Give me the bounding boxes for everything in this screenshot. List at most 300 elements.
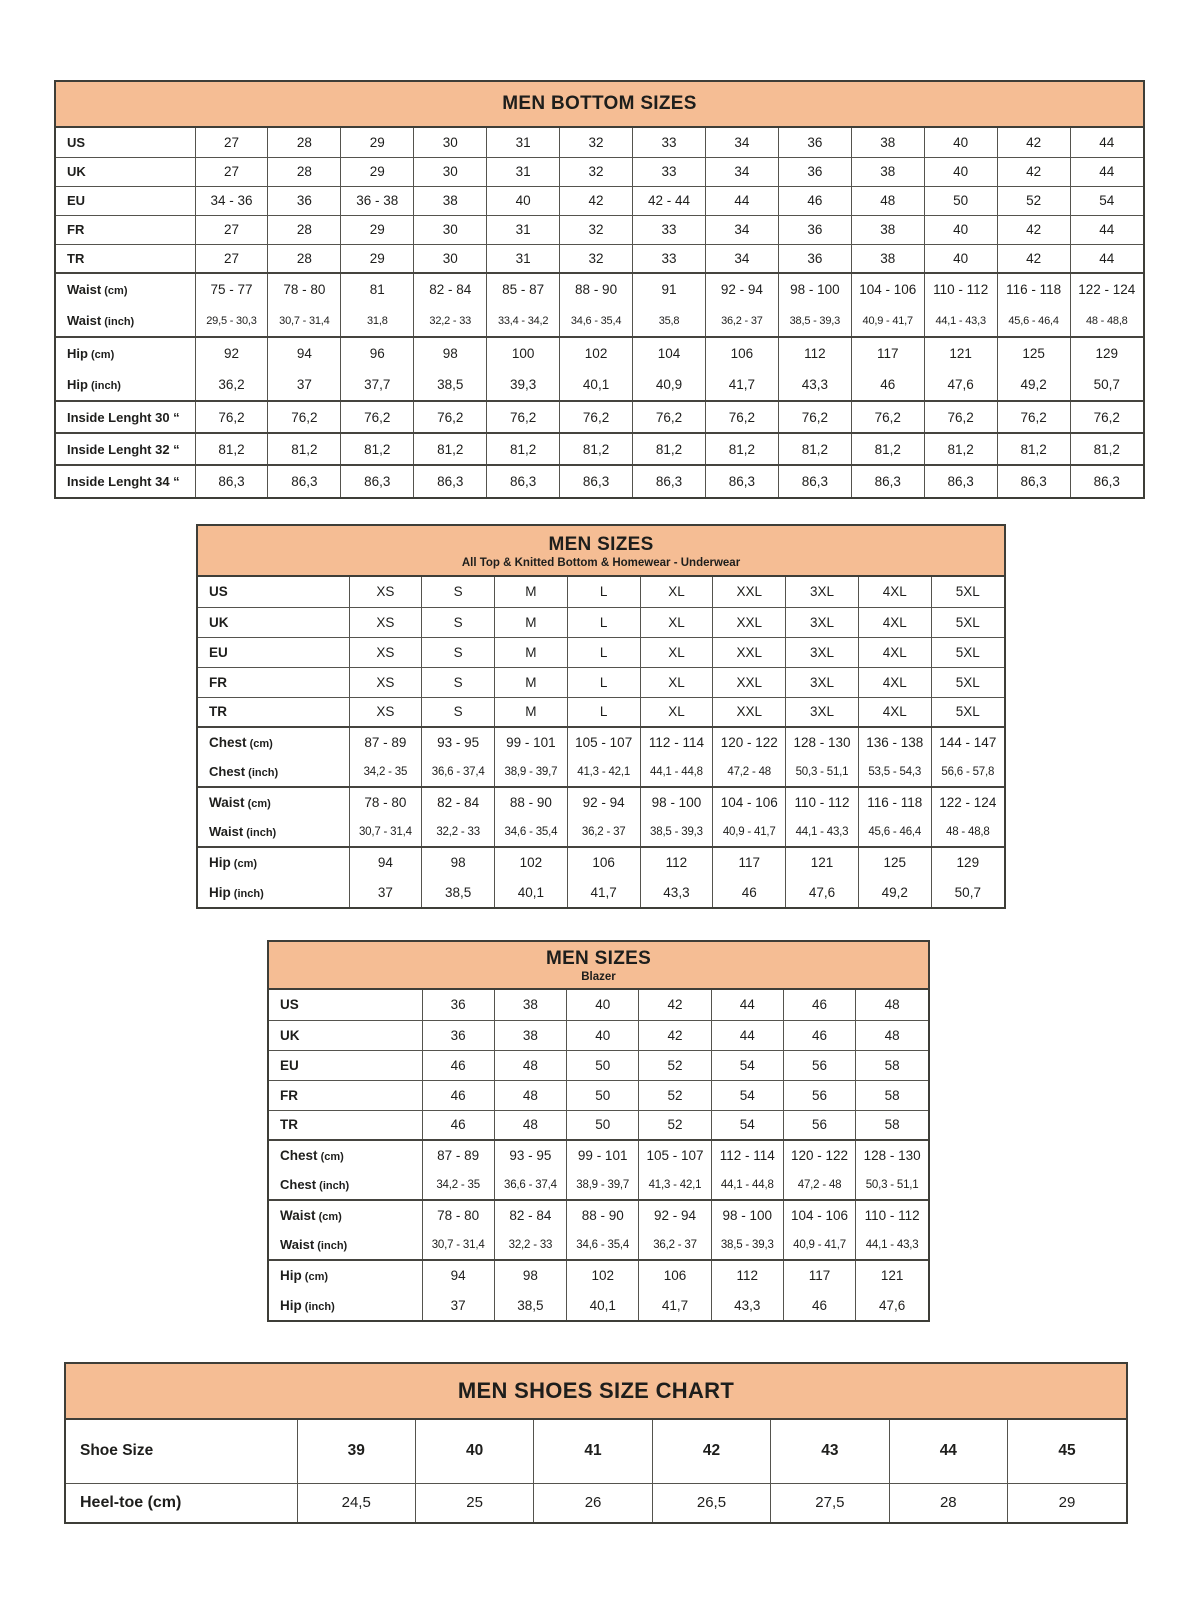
row-label-text: FR bbox=[67, 222, 85, 237]
row-label-text: EU bbox=[209, 644, 228, 660]
size-cell: 41,3 - 42,1 bbox=[567, 757, 640, 787]
size-cell: 75 - 77 bbox=[195, 273, 268, 305]
size-cell: 102 bbox=[495, 847, 568, 877]
row-label-unit: (cm) bbox=[246, 738, 273, 750]
size-cell: 44 bbox=[1070, 157, 1143, 186]
size-cell: 28 bbox=[268, 244, 341, 273]
size-cell: 26 bbox=[534, 1483, 652, 1522]
size-cell: 81,2 bbox=[705, 433, 778, 465]
row-label-text: US bbox=[67, 134, 86, 150]
size-cell: 81,2 bbox=[341, 433, 414, 465]
size-cell: 112 - 114 bbox=[711, 1140, 783, 1170]
row-label-unit: (cm) bbox=[230, 858, 258, 870]
size-cell: XXL bbox=[713, 577, 786, 607]
size-cell: 5XL bbox=[931, 637, 1004, 667]
size-cell: M bbox=[495, 637, 568, 667]
size-cell: 54 bbox=[711, 1050, 783, 1080]
size-cell: 122 - 124 bbox=[931, 787, 1004, 817]
table-row bbox=[198, 577, 1004, 607]
size-cell: 50,7 bbox=[931, 877, 1004, 907]
size-cell: 110 - 112 bbox=[786, 787, 859, 817]
size-cell: 121 bbox=[786, 847, 859, 877]
size-cell: 4XL bbox=[858, 637, 931, 667]
size-cell: 81,2 bbox=[560, 433, 633, 465]
row-label bbox=[56, 157, 195, 186]
size-cell: 3XL bbox=[786, 607, 859, 637]
size-cell: 102 bbox=[560, 337, 633, 369]
size-cell: S bbox=[422, 697, 495, 727]
size-cell: XXL bbox=[713, 667, 786, 697]
size-cell: 136 - 138 bbox=[858, 727, 931, 757]
size-cell: 76,2 bbox=[268, 401, 341, 433]
size-cell: 88 - 90 bbox=[567, 1200, 639, 1230]
size-cell: 98 - 100 bbox=[640, 787, 713, 817]
size-cell: XXL bbox=[713, 637, 786, 667]
size-cell: 34 bbox=[705, 128, 778, 157]
size-cell: 34 - 36 bbox=[195, 186, 268, 215]
size-cell: 105 - 107 bbox=[639, 1140, 711, 1170]
size-cell: 41,7 bbox=[567, 877, 640, 907]
size-cell: 45,6 - 46,4 bbox=[858, 817, 931, 847]
row-label bbox=[269, 1260, 422, 1290]
row-label bbox=[198, 877, 349, 907]
row-label bbox=[198, 577, 349, 607]
size-cell: 47,2 - 48 bbox=[783, 1170, 855, 1200]
size-cell: 34 bbox=[705, 215, 778, 244]
size-cell: 3XL bbox=[786, 667, 859, 697]
size-cell: 98 bbox=[422, 847, 495, 877]
size-cell: 36 bbox=[778, 128, 851, 157]
size-cell: 40,9 - 41,7 bbox=[851, 305, 924, 337]
size-cell: 30,7 - 31,4 bbox=[268, 305, 341, 337]
size-cell: 4XL bbox=[858, 697, 931, 727]
men-sizes-blazer-header bbox=[269, 942, 928, 990]
row-label bbox=[269, 1110, 422, 1140]
size-cell: 76,2 bbox=[487, 401, 560, 433]
size-cell: 87 - 89 bbox=[422, 1140, 494, 1170]
size-cell: 106 bbox=[639, 1260, 711, 1290]
size-cell: 116 - 118 bbox=[997, 273, 1070, 305]
table-row bbox=[269, 1020, 928, 1050]
row-label bbox=[269, 1080, 422, 1110]
size-cell: 33 bbox=[633, 215, 706, 244]
row-label-unit: (cm) bbox=[301, 1271, 329, 1283]
size-cell: 32 bbox=[560, 157, 633, 186]
row-label bbox=[269, 1140, 422, 1170]
men-bottom-sizes-table bbox=[54, 80, 1145, 499]
size-cell: 44 bbox=[711, 1020, 783, 1050]
size-cell: 78 - 80 bbox=[349, 787, 422, 817]
size-cell: 128 - 130 bbox=[786, 727, 859, 757]
size-cell: XS bbox=[349, 607, 422, 637]
size-cell: 56 bbox=[783, 1080, 855, 1110]
size-cell: 46 bbox=[422, 1110, 494, 1140]
size-cell: 76,2 bbox=[633, 401, 706, 433]
size-cell: 38,5 bbox=[414, 369, 487, 401]
size-cell: 81,2 bbox=[195, 433, 268, 465]
size-cell: 99 - 101 bbox=[495, 727, 568, 757]
size-cell: 129 bbox=[931, 847, 1004, 877]
size-cell: 88 - 90 bbox=[495, 787, 568, 817]
size-cell: 42 bbox=[997, 244, 1070, 273]
row-label bbox=[269, 1050, 422, 1080]
table-row bbox=[66, 1420, 1126, 1483]
size-cell: XL bbox=[640, 667, 713, 697]
size-cell: 38,5 - 39,3 bbox=[640, 817, 713, 847]
size-cell: 46 bbox=[778, 186, 851, 215]
row-label-text: TR bbox=[67, 250, 85, 266]
size-cell: 86,3 bbox=[924, 465, 997, 497]
row-label-text: Heel-toe (cm) bbox=[80, 1493, 182, 1511]
size-cell: 5XL bbox=[931, 607, 1004, 637]
size-cell: 42 bbox=[639, 1020, 711, 1050]
size-cell: 112 bbox=[640, 847, 713, 877]
row-label-text: Inside Lenght 32 “ bbox=[67, 441, 180, 457]
row-label-text: Hip bbox=[67, 346, 88, 361]
row-label-text: Waist bbox=[209, 795, 245, 810]
size-cell: 87 - 89 bbox=[349, 727, 422, 757]
row-label bbox=[56, 433, 195, 465]
size-cell: 54 bbox=[1070, 186, 1143, 215]
size-cell: 46 bbox=[713, 877, 786, 907]
row-label-text: Inside Lenght 30 “ bbox=[67, 409, 180, 425]
size-cell: 30 bbox=[414, 244, 487, 273]
row-label bbox=[269, 1020, 422, 1050]
size-cell: 30 bbox=[414, 157, 487, 186]
row-label-unit: (inch) bbox=[243, 827, 277, 839]
size-cell: 91 bbox=[633, 273, 706, 305]
size-cell: 4XL bbox=[858, 667, 931, 697]
row-label-text: Hip bbox=[280, 1297, 302, 1313]
size-cell: 28 bbox=[889, 1483, 1007, 1522]
size-cell: 31 bbox=[487, 215, 560, 244]
table-row bbox=[56, 128, 1143, 157]
row-label-unit: (inch) bbox=[101, 316, 135, 328]
size-cell: 112 bbox=[778, 337, 851, 369]
size-cell: 44 bbox=[705, 186, 778, 215]
size-cell: 5XL bbox=[931, 577, 1004, 607]
table-row bbox=[269, 990, 928, 1020]
size-cell: 44,1 - 43,3 bbox=[786, 817, 859, 847]
size-cell: 50 bbox=[567, 1050, 639, 1080]
size-cell: 58 bbox=[856, 1080, 928, 1110]
size-cell: 27 bbox=[195, 128, 268, 157]
size-cell: 81,2 bbox=[487, 433, 560, 465]
size-cell: 42 bbox=[997, 215, 1070, 244]
size-cell: 42 bbox=[652, 1420, 770, 1483]
size-cell: 40 bbox=[567, 990, 639, 1020]
size-cell: 44 bbox=[889, 1420, 1007, 1483]
size-cell: 28 bbox=[268, 215, 341, 244]
table-row bbox=[198, 757, 1004, 787]
size-cell: 117 bbox=[783, 1260, 855, 1290]
size-cell: M bbox=[495, 607, 568, 637]
table-row bbox=[66, 1483, 1126, 1522]
row-label-unit: (cm) bbox=[87, 349, 115, 361]
size-cell: 86,3 bbox=[705, 465, 778, 497]
row-label bbox=[269, 990, 422, 1020]
row-label bbox=[56, 215, 195, 244]
size-cell: 46 bbox=[422, 1050, 494, 1080]
row-label-unit: (cm) bbox=[317, 1151, 344, 1163]
size-cell: 44,1 - 44,8 bbox=[640, 757, 713, 787]
size-cell: 25 bbox=[415, 1483, 533, 1522]
row-label-text: UK bbox=[67, 164, 86, 179]
size-cell: 88 - 90 bbox=[560, 273, 633, 305]
row-label-text: Waist bbox=[209, 824, 244, 839]
table-row bbox=[56, 433, 1143, 465]
row-label-unit: (cm) bbox=[315, 1211, 342, 1223]
size-cell: L bbox=[567, 577, 640, 607]
size-cell: 29 bbox=[341, 244, 414, 273]
size-cell: S bbox=[422, 637, 495, 667]
size-cell: 58 bbox=[856, 1050, 928, 1080]
row-label-unit: (inch) bbox=[316, 1180, 350, 1192]
size-cell: 38 bbox=[494, 990, 566, 1020]
size-cell: 93 - 95 bbox=[422, 727, 495, 757]
size-cell: 43,3 bbox=[640, 877, 713, 907]
row-label bbox=[56, 273, 195, 305]
size-cell: 86,3 bbox=[851, 465, 924, 497]
size-cell: 76,2 bbox=[705, 401, 778, 433]
size-cell: 125 bbox=[858, 847, 931, 877]
size-cell: 39 bbox=[297, 1420, 415, 1483]
size-cell: 76,2 bbox=[341, 401, 414, 433]
size-cell: 50 bbox=[924, 186, 997, 215]
size-cell: XS bbox=[349, 697, 422, 727]
size-cell: 30 bbox=[414, 128, 487, 157]
size-cell: 92 bbox=[195, 337, 268, 369]
size-cell: 86,3 bbox=[341, 465, 414, 497]
size-cell: 40 bbox=[487, 186, 560, 215]
size-cell: XS bbox=[349, 667, 422, 697]
size-cell: 37 bbox=[349, 877, 422, 907]
size-cell: 27 bbox=[195, 157, 268, 186]
men-shoes-size-chart-header bbox=[66, 1364, 1126, 1420]
row-label-unit: (cm) bbox=[244, 798, 271, 810]
size-cell: 94 bbox=[422, 1260, 494, 1290]
table-title: MEN BOTTOM SIZES bbox=[502, 93, 697, 114]
size-cell: 5XL bbox=[931, 697, 1004, 727]
size-cell: 42 bbox=[639, 990, 711, 1020]
size-cell: 31 bbox=[487, 244, 560, 273]
size-cell: 48 bbox=[494, 1080, 566, 1110]
size-cell: 82 - 84 bbox=[414, 273, 487, 305]
size-cell: 37 bbox=[422, 1290, 494, 1320]
size-cell: 40,1 bbox=[560, 369, 633, 401]
row-label bbox=[269, 1170, 422, 1200]
row-label bbox=[198, 637, 349, 667]
size-cell: 40,9 bbox=[633, 369, 706, 401]
size-cell: 37,7 bbox=[341, 369, 414, 401]
size-cell: 36 bbox=[422, 990, 494, 1020]
size-cell: 32 bbox=[560, 128, 633, 157]
size-cell: 36 - 38 bbox=[341, 186, 414, 215]
size-cell: 50 bbox=[567, 1080, 639, 1110]
row-label-unit: (inch) bbox=[314, 1240, 348, 1252]
size-cell: 48 bbox=[856, 990, 928, 1020]
size-cell: 43 bbox=[771, 1420, 889, 1483]
size-cell: 98 - 100 bbox=[711, 1200, 783, 1230]
size-cell: 34,6 - 35,4 bbox=[495, 817, 568, 847]
size-cell: 29,5 - 30,3 bbox=[195, 305, 268, 337]
row-label-text: Chest bbox=[280, 1177, 317, 1192]
size-cell: 48 bbox=[494, 1050, 566, 1080]
size-cell: 41 bbox=[534, 1420, 652, 1483]
size-cell: 56 bbox=[783, 1110, 855, 1140]
size-cell: 81 bbox=[341, 273, 414, 305]
table-row bbox=[198, 817, 1004, 847]
size-cell: 48 - 48,8 bbox=[931, 817, 1004, 847]
row-label bbox=[56, 369, 195, 401]
size-cell: 44 bbox=[1070, 215, 1143, 244]
size-cell: XS bbox=[349, 577, 422, 607]
size-cell: 81,2 bbox=[414, 433, 487, 465]
size-cell: 76,2 bbox=[924, 401, 997, 433]
size-cell: 36,2 - 37 bbox=[639, 1230, 711, 1260]
size-cell: 76,2 bbox=[560, 401, 633, 433]
size-cell: 38,9 - 39,7 bbox=[495, 757, 568, 787]
size-cell: 41,7 bbox=[705, 369, 778, 401]
size-cell: 50,3 - 51,1 bbox=[856, 1170, 928, 1200]
size-cell: 76,2 bbox=[997, 401, 1070, 433]
size-cell: 33,4 - 34,2 bbox=[487, 305, 560, 337]
size-cell: 46 bbox=[783, 1020, 855, 1050]
size-cell: 32 bbox=[560, 244, 633, 273]
size-cell: M bbox=[495, 667, 568, 697]
size-cell: 54 bbox=[711, 1080, 783, 1110]
size-cell: 29 bbox=[341, 128, 414, 157]
size-cell: 92 - 94 bbox=[567, 787, 640, 817]
size-cell: 86,3 bbox=[414, 465, 487, 497]
table-row bbox=[269, 1260, 928, 1290]
row-label bbox=[198, 787, 349, 817]
size-cell: 36 bbox=[422, 1020, 494, 1050]
size-cell: XL bbox=[640, 697, 713, 727]
size-cell: 76,2 bbox=[195, 401, 268, 433]
size-cell: 33 bbox=[633, 128, 706, 157]
row-label bbox=[56, 128, 195, 157]
row-label-text: Waist bbox=[280, 1208, 316, 1223]
size-cell: 31 bbox=[487, 157, 560, 186]
table-row bbox=[269, 1230, 928, 1260]
size-cell: 81,2 bbox=[268, 433, 341, 465]
size-cell: 42 bbox=[560, 186, 633, 215]
row-label bbox=[56, 465, 195, 497]
size-cell: 36,2 - 37 bbox=[705, 305, 778, 337]
size-cell: 28 bbox=[268, 128, 341, 157]
row-label-text: Waist bbox=[67, 282, 102, 297]
size-cell: 4XL bbox=[858, 607, 931, 637]
size-cell: XL bbox=[640, 607, 713, 637]
men-sizes-tops-grid bbox=[198, 577, 1004, 907]
men-sizes-blazer-grid bbox=[269, 990, 928, 1320]
size-cell: 82 - 84 bbox=[494, 1200, 566, 1230]
size-cell: 98 - 100 bbox=[778, 273, 851, 305]
size-cell: 48 bbox=[851, 186, 924, 215]
size-cell: 49,2 bbox=[858, 877, 931, 907]
size-cell: 47,6 bbox=[924, 369, 997, 401]
table-row bbox=[269, 1050, 928, 1080]
row-label-unit: (cm) bbox=[101, 285, 128, 297]
row-label-text: UK bbox=[209, 614, 229, 630]
size-cell: 33 bbox=[633, 157, 706, 186]
size-cell: 45,6 - 46,4 bbox=[997, 305, 1070, 337]
size-cell: 36,2 - 37 bbox=[567, 817, 640, 847]
row-label-text: Chest bbox=[280, 1148, 318, 1163]
size-cell: L bbox=[567, 667, 640, 697]
size-cell: 116 - 118 bbox=[858, 787, 931, 817]
size-cell: S bbox=[422, 667, 495, 697]
size-cell: XL bbox=[640, 577, 713, 607]
row-label-text: Hip bbox=[280, 1268, 302, 1283]
size-cell: 102 bbox=[567, 1260, 639, 1290]
size-cell: 39,3 bbox=[487, 369, 560, 401]
size-cell: 34 bbox=[705, 157, 778, 186]
size-cell: 112 bbox=[711, 1260, 783, 1290]
row-label-text: Hip bbox=[209, 855, 231, 870]
table-row bbox=[198, 847, 1004, 877]
size-cell: 104 - 106 bbox=[783, 1200, 855, 1230]
size-cell: 36,2 bbox=[195, 369, 268, 401]
size-cell: 56,6 - 57,8 bbox=[931, 757, 1004, 787]
size-cell: 38 bbox=[851, 128, 924, 157]
size-cell: 48 bbox=[494, 1110, 566, 1140]
size-cell: 26,5 bbox=[652, 1483, 770, 1522]
size-cell: 47,6 bbox=[786, 877, 859, 907]
size-cell: 110 - 112 bbox=[924, 273, 997, 305]
size-cell: 27 bbox=[195, 215, 268, 244]
row-label bbox=[56, 244, 195, 273]
size-cell: 81,2 bbox=[997, 433, 1070, 465]
size-cell: 78 - 80 bbox=[422, 1200, 494, 1230]
size-cell: 117 bbox=[713, 847, 786, 877]
size-cell: 86,3 bbox=[195, 465, 268, 497]
size-cell: 144 - 147 bbox=[931, 727, 1004, 757]
size-cell: 106 bbox=[567, 847, 640, 877]
size-cell: 38 bbox=[851, 244, 924, 273]
size-cell: L bbox=[567, 607, 640, 637]
table-title: MEN SHOES SIZE CHART bbox=[457, 1378, 735, 1403]
size-cell: 40 bbox=[924, 244, 997, 273]
size-cell: 29 bbox=[341, 215, 414, 244]
size-cell: 44,1 - 44,8 bbox=[711, 1170, 783, 1200]
row-label-text: US bbox=[280, 997, 299, 1013]
row-label bbox=[198, 847, 349, 877]
size-cell: 40,9 - 41,7 bbox=[713, 817, 786, 847]
size-cell: 125 bbox=[997, 337, 1070, 369]
row-label-text: UK bbox=[280, 1027, 300, 1043]
size-cell: 29 bbox=[341, 157, 414, 186]
size-cell: XL bbox=[640, 637, 713, 667]
table-row bbox=[269, 1170, 928, 1200]
row-label-text: EU bbox=[280, 1057, 299, 1073]
size-cell: 52 bbox=[639, 1110, 711, 1140]
size-cell: 44 bbox=[1070, 128, 1143, 157]
size-cell: 81,2 bbox=[778, 433, 851, 465]
table-row bbox=[56, 186, 1143, 215]
size-cell: 38 bbox=[494, 1020, 566, 1050]
size-cell: 41,3 - 42,1 bbox=[639, 1170, 711, 1200]
size-cell: 42 - 44 bbox=[633, 186, 706, 215]
size-cell: 110 - 112 bbox=[856, 1200, 928, 1230]
table-row bbox=[198, 697, 1004, 727]
size-cell: 86,3 bbox=[560, 465, 633, 497]
row-label bbox=[198, 757, 349, 787]
size-cell: 40 bbox=[924, 128, 997, 157]
size-cell: 27,5 bbox=[771, 1483, 889, 1522]
size-cell: 56 bbox=[783, 1050, 855, 1080]
